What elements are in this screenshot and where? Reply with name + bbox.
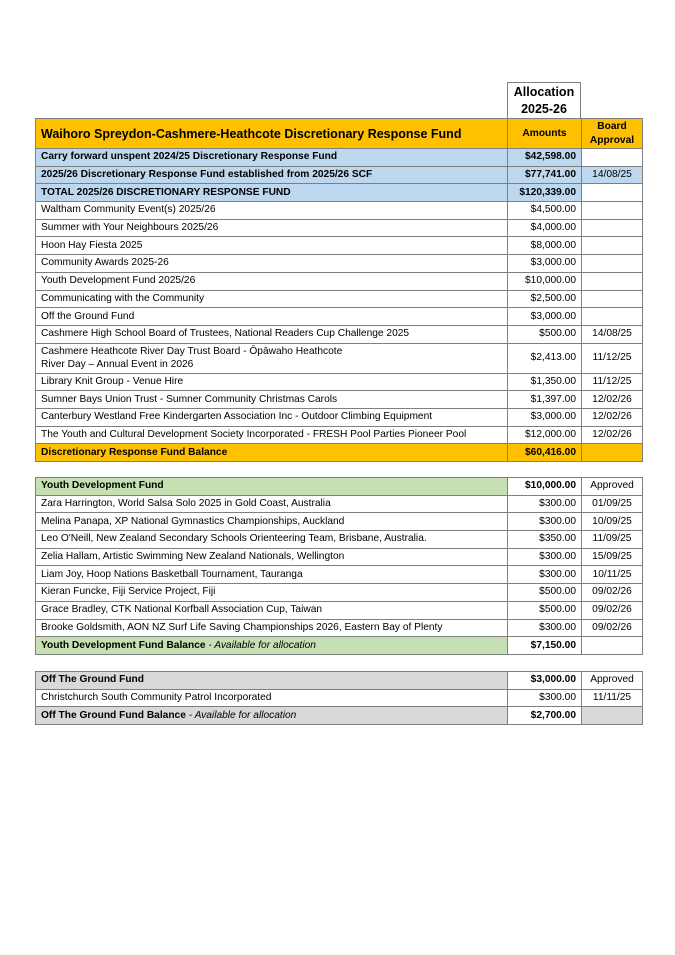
item-approval: 14/08/25 [582, 325, 643, 343]
item-approval [582, 219, 643, 237]
item-approval: 09/02/26 [582, 619, 643, 637]
item-label: Youth Development Fund 2025/26 [36, 272, 508, 290]
item-label: Leo O'Neill, New Zealand Secondary Schools Orienteering Team, Brisbane, Australia. [36, 531, 508, 549]
balance-label: Discretionary Response Fund Balance [36, 444, 508, 462]
balance-amount: $60,416.00 [508, 444, 582, 462]
table-row [36, 373, 643, 391]
ydf-table [35, 477, 643, 655]
item-approval: 11/11/25 [582, 689, 643, 707]
otg-amount: $3,000.00 [508, 672, 582, 690]
summary-row [36, 166, 643, 184]
item-amount: $500.00 [508, 325, 582, 343]
table-row [36, 237, 643, 255]
otg-balance-approval [582, 707, 643, 725]
otg-header-row [36, 672, 643, 690]
item-label-line: River Day – Annual Event in 2026 [41, 359, 194, 371]
item-approval [582, 237, 643, 255]
balance-title: Off The Ground Fund Balance [41, 709, 186, 721]
item-label: Kieran Funcke, Fiji Service Project, Fiji [36, 584, 508, 602]
table-row [36, 325, 643, 343]
ydf-header-row [36, 478, 643, 496]
table-row [36, 290, 643, 308]
item-amount: $4,000.00 [508, 219, 582, 237]
item-approval: 15/09/25 [582, 548, 643, 566]
item-label: Canterbury Westland Free Kindergarten Association Inc - Outdoor Climbing Equipment [36, 408, 508, 426]
ydf-title: Youth Development Fund [36, 478, 508, 496]
item-amount: $500.00 [508, 584, 582, 602]
ydf-balance-label [36, 637, 508, 655]
table-row [36, 566, 643, 584]
allocation-label: Allocation [513, 85, 575, 99]
summary-amount: $42,598.00 [508, 149, 582, 167]
item-approval [582, 202, 643, 220]
ydf-approval: Approved [582, 478, 643, 496]
table-row [36, 426, 643, 444]
item-label: Community Awards 2025-26 [36, 255, 508, 273]
summary-label: TOTAL 2025/26 DISCRETIONARY RESPONSE FUND [36, 184, 508, 202]
table-row [36, 531, 643, 549]
summary-amount: $120,339.00 [508, 184, 582, 202]
allocation-year: 2025-26 [521, 102, 567, 116]
item-approval: 12/02/26 [582, 391, 643, 409]
table-row [36, 391, 643, 409]
fund-title: Waihoro Spreydon-Cashmere-Heathcote Discretionary Response Fund [36, 119, 508, 149]
item-amount: $300.00 [508, 513, 582, 531]
item-label: Melina Panapa, XP National Gymnastics Championships, Auckland [36, 513, 508, 531]
item-approval [582, 308, 643, 326]
ydf-balance-amount: $7,150.00 [508, 637, 582, 655]
table-row [36, 495, 643, 513]
item-approval: 09/02/26 [582, 601, 643, 619]
summary-label: Carry forward unspent 2024/25 Discretionary Response Fund [36, 149, 508, 167]
item-label: Communicating with the Community [36, 290, 508, 308]
item-label: Sumner Bays Union Trust - Sumner Community Christmas Carols [36, 391, 508, 409]
item-amount: $1,350.00 [508, 373, 582, 391]
item-amount: $10,000.00 [508, 272, 582, 290]
otg-title: Off The Ground Fund [36, 672, 508, 690]
item-label: Christchurch South Community Patrol Incorporated [36, 689, 508, 707]
table-row [36, 548, 643, 566]
board-label: Board [597, 120, 627, 132]
item-label: The Youth and Cultural Development Society Incorporated - FRESH Pool Parties Pioneer Pool [36, 426, 508, 444]
item-label: Summer with Your Neighbours 2025/26 [36, 219, 508, 237]
table-row [36, 408, 643, 426]
item-amount: $2,413.00 [508, 343, 582, 373]
table-row [36, 584, 643, 602]
summary-approval: 14/08/25 [582, 166, 643, 184]
summary-approval [582, 149, 643, 167]
table-row [36, 343, 643, 373]
item-label: Liam Joy, Hoop Nations Basketball Tournament, Tauranga [36, 566, 508, 584]
balance-note: - Available for allocation [205, 639, 316, 651]
summary-row [36, 149, 643, 167]
item-amount: $3,000.00 [508, 255, 582, 273]
table-row [36, 202, 643, 220]
otg-balance-amount: $2,700.00 [508, 707, 582, 725]
item-label: Brooke Goldsmith, AON NZ Surf Life Saving Championships 2026, Eastern Bay of Plenty [36, 619, 508, 637]
summary-approval [582, 184, 643, 202]
item-approval [582, 272, 643, 290]
item-label: Zelia Hallam, Artistic Swimming New Zealand Nationals, Wellington [36, 548, 508, 566]
table-row [36, 601, 643, 619]
otg-table [35, 671, 643, 725]
item-approval: 09/02/26 [582, 584, 643, 602]
item-amount: $3,000.00 [508, 408, 582, 426]
approval-label: Approval [589, 134, 635, 146]
table-row [36, 219, 643, 237]
item-approval: 11/12/25 [582, 373, 643, 391]
item-amount: $500.00 [508, 601, 582, 619]
item-label: Cashmere High School Board of Trustees, National Readers Cup Challenge 2025 [36, 325, 508, 343]
drf-table [35, 118, 643, 462]
item-label: Zara Harrington, World Salsa Solo 2025 in Gold Coast, Australia [36, 495, 508, 513]
amounts-header: Amounts [508, 119, 582, 149]
balance-title: Youth Development Fund Balance [41, 639, 206, 651]
drf-title-row [36, 119, 643, 149]
table-row [36, 619, 643, 637]
item-approval: 12/02/26 [582, 408, 643, 426]
ydf-amount: $10,000.00 [508, 478, 582, 496]
otg-balance-label [36, 707, 508, 725]
item-approval: 12/02/26 [582, 426, 643, 444]
item-label [36, 343, 508, 373]
item-amount: $1,397.00 [508, 391, 582, 409]
item-label: Hoon Hay Fiesta 2025 [36, 237, 508, 255]
otg-approval: Approved [582, 672, 643, 690]
item-label: Grace Bradley, CTK National Korfball Association Cup, Taiwan [36, 601, 508, 619]
table-row [36, 513, 643, 531]
item-amount: $300.00 [508, 495, 582, 513]
item-label: Off the Ground Fund [36, 308, 508, 326]
item-approval: 10/09/25 [582, 513, 643, 531]
item-approval: 10/11/25 [582, 566, 643, 584]
board-approval-header [582, 119, 643, 149]
table-row [36, 689, 643, 707]
item-label: Waltham Community Event(s) 2025/26 [36, 202, 508, 220]
item-amount: $2,500.00 [508, 290, 582, 308]
item-amount: $3,000.00 [508, 308, 582, 326]
summary-label: 2025/26 Discretionary Response Fund established from 2025/26 SCF [36, 166, 508, 184]
item-amount: $300.00 [508, 689, 582, 707]
table-row [36, 255, 643, 273]
summary-amount: $77,741.00 [508, 166, 582, 184]
otg-balance-row [36, 707, 643, 725]
item-amount: $350.00 [508, 531, 582, 549]
item-amount: $8,000.00 [508, 237, 582, 255]
item-amount: $300.00 [508, 566, 582, 584]
summary-row [36, 184, 643, 202]
table-row [36, 272, 643, 290]
item-amount: $300.00 [508, 548, 582, 566]
item-label: Library Knit Group - Venue Hire [36, 373, 508, 391]
item-amount: $12,000.00 [508, 426, 582, 444]
ydf-balance-approval [582, 637, 643, 655]
item-approval: 11/09/25 [582, 531, 643, 549]
item-approval: 01/09/25 [582, 495, 643, 513]
item-approval [582, 255, 643, 273]
ydf-balance-row [36, 637, 643, 655]
balance-approval [582, 444, 643, 462]
item-label-line: Cashmere Heathcote River Day Trust Board - Ōpāwaho Heathcote [41, 346, 343, 358]
item-approval [582, 290, 643, 308]
table-row [36, 308, 643, 326]
allocation-header [507, 82, 581, 118]
drf-balance-row [36, 444, 643, 462]
balance-note: - Available for allocation [185, 709, 297, 721]
item-approval: 11/12/25 [582, 343, 643, 373]
item-amount: $300.00 [508, 619, 582, 637]
item-amount: $4,500.00 [508, 202, 582, 220]
